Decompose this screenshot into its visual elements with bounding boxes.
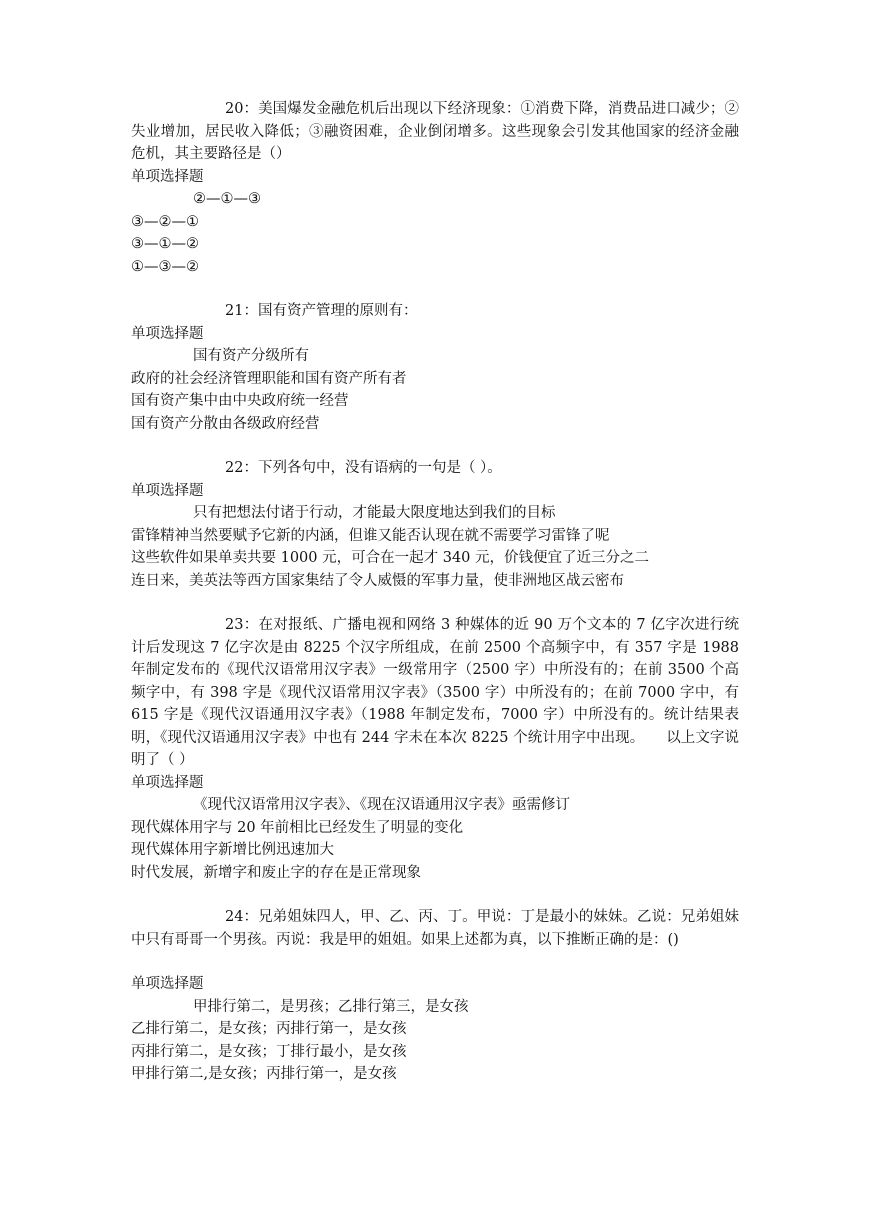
question-type-label: 单项选择题: [131, 976, 204, 992]
question-23: [131, 614, 739, 884]
question-type-label: 单项选择题: [131, 168, 204, 185]
option-c: 国有资产集中由中央政府统一经营: [131, 393, 349, 409]
question-20: [131, 98, 739, 278]
option-b: 乙排行第二，是女孩；丙排行第一，是女孩: [131, 1021, 407, 1037]
option-a: 国有资产分级所有: [193, 348, 309, 364]
question-stem: 24：兄弟姐妹四人，甲、乙、丙、丁。甲说：丁是最小的妹妹。乙说：兄弟姐妹中只有哥哥一个男孩。丙说：我是甲的姐姐。如果上述都为真，以下推断正确的是：(): [131, 909, 739, 948]
question-22: [131, 457, 739, 592]
option-c: 丙排行第二，是女孩；丁排行最小，是女孩: [131, 1043, 407, 1060]
question-stem: 23：在对报纸、广播电视和网络 3 种媒体的近 90 万个文本的 7 亿字次进行统计后发现这 7 亿字次是由 8225 个汉字所组成，在前 2500 个高频字中，有 357 字是 1988 年制定发布的《现代汉语常用汉字表》一级常用字（2500 字）中所没有的；在前 3500 个高频字中，有 398 字是《现代汉语常用汉字表》（3500 字）中所没有的；在前 7000 字中，有 615 字是《现代汉语通用汉字表》（1988 年制定发布，7000 字）中所没有的。统计结果表明，《现代汉语通用汉字表》中也有 244 字未在本次 8225 个统计用字中出现。 以上文字说明了（ ）: [131, 617, 739, 768]
question-stem: 21：国有资产管理的原则有：: [225, 303, 418, 319]
option-d: 时代发展，新增字和废止字的存在是正常现象: [131, 864, 421, 881]
option-b: 雷锋精神当然要赋予它新的内涵，但谁又能否认现在就不需要学习雷锋了呢: [131, 527, 610, 544]
option-c: 现代媒体用字新增比例迅速加大: [131, 842, 334, 858]
question-stem: 20：美国爆发金融危机后出现以下经济现象：①消费下降，消费品进口减少；②失业增加，居民收入降低；③融资困难，企业倒闭增多。这些现象会引发其他国家的经济金融危机，其主要路径是（）: [131, 101, 739, 162]
document-page: [131, 98, 739, 1108]
option-b: 现代媒体用字与 20 年前相比已经发生了明显的变化: [131, 819, 464, 836]
option-a: 只有把想法付诸于行动，才能最大限度地达到我们的目标: [193, 505, 556, 521]
option-b: 政府的社会经济管理职能和国有资产所有者: [131, 370, 407, 387]
question-21: [131, 300, 739, 435]
option-a: 《现代汉语常用汉字表》、《现在汉语通用汉字表》亟需修订: [193, 797, 570, 813]
option-b: ③—②—①: [131, 213, 199, 230]
option-a: 甲排行第二，是男孩；乙排行第三，是女孩: [193, 998, 469, 1015]
option-c: ③—①—②: [131, 236, 199, 252]
option-d: 国有资产分散由各级政府经营: [131, 415, 320, 432]
option-a: ②—①—③: [193, 191, 261, 207]
question-stem: 22：下列各句中，没有语病的一句是（ ）。: [225, 460, 502, 476]
option-d: 甲排行第二,是女孩；丙排行第一，是女孩: [131, 1066, 397, 1082]
question-24: [131, 906, 739, 1086]
question-type-label: 单项选择题: [131, 325, 204, 342]
question-type-label: 单项选择题: [131, 774, 204, 791]
option-d: 连日来，美英法等西方国家集结了令人威慑的军事力量，使非洲地区战云密布: [131, 572, 624, 589]
question-type-label: 单项选择题: [131, 482, 204, 499]
option-d: ①—③—②: [131, 258, 199, 275]
option-c: 这些软件如果单卖共要 1000 元，可合在一起才 340 元，价钱便宜了近三分之二: [131, 550, 650, 566]
